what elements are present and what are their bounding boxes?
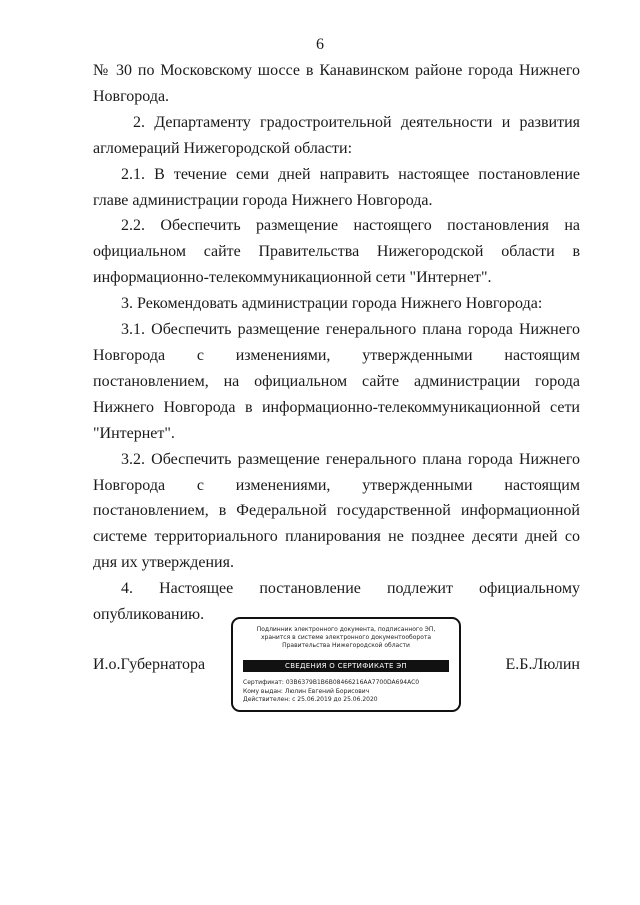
- stamp-validity: Действителен: с 25.06.2019 до 25.06.2020: [243, 696, 378, 703]
- stamp-header: [233, 626, 459, 650]
- paragraph-3-1: 3.1. Обеспечить размещение генерального плана города Нижнего Новгорода с изменениями, утвержденными настоящим постановлением, на официальном сайте администрации города Нижнего Новгорода в информационно-телекоммуникационной сети "Интернет".: [93, 321, 580, 442]
- stamp-issued-to: Кому выдан: Люлин Евгений Борисович: [243, 687, 370, 695]
- electronic-signature-stamp: [231, 617, 461, 712]
- stamp-header-line: Подлинник электронного документа, подписанного ЭП,: [256, 626, 436, 633]
- paragraph-3: 3. Рекомендовать администрации города Нижнего Новгорода:: [121, 295, 543, 313]
- signer-name: Е.Б.Люлин: [505, 656, 580, 673]
- stamp-header-line: хранится в системе электронного документооборота: [260, 634, 432, 641]
- paragraph-2-1: 2.1. В течение семи дней направить настоящее постановление главе администрации города Нижнего Новгорода.: [93, 165, 580, 209]
- paragraph-4: 4. Настоящее постановление подлежит официальному опубликованию.: [93, 580, 580, 624]
- stamp-certificate-number: Сертификат: 03B6379B1B6B08466216AA7700DA694AC0: [243, 679, 420, 686]
- signature-block: [93, 613, 580, 718]
- paragraph-2: 2. Департаменту градостроительной деятельности и развития агломераций Нижегородской области:: [93, 113, 580, 157]
- paragraph-3-2: 3.2. Обеспечить размещение генерального плана города Нижнего Новгорода с изменениями, утвержденными настоящим постановлением, в Федеральной государственной информационной системе территориального планирования не позднее десяти дней со дня их утверждения.: [93, 450, 580, 572]
- page-number: 6: [316, 36, 324, 53]
- paragraph-2-2: 2.2. Обеспечить размещение настоящего постановления на официальном сайте Правительства Нижегородской области в информационно-телекоммуникационной сети "Интернет".: [93, 217, 580, 287]
- signer-title: И.о.Губернатора: [93, 656, 206, 673]
- stamp-certificate-banner: СВЕДЕНИЯ О СЕРТИФИКАТЕ ЭП: [243, 660, 449, 672]
- document-body: [93, 58, 580, 628]
- stamp-header-line: Правительства Нижегородской области: [282, 642, 410, 649]
- stamp-details: [243, 679, 419, 705]
- paragraph-1-continuation: № 30 по Московскому шоссе в Канавинском районе города Нижнего Новгорода.: [93, 62, 580, 105]
